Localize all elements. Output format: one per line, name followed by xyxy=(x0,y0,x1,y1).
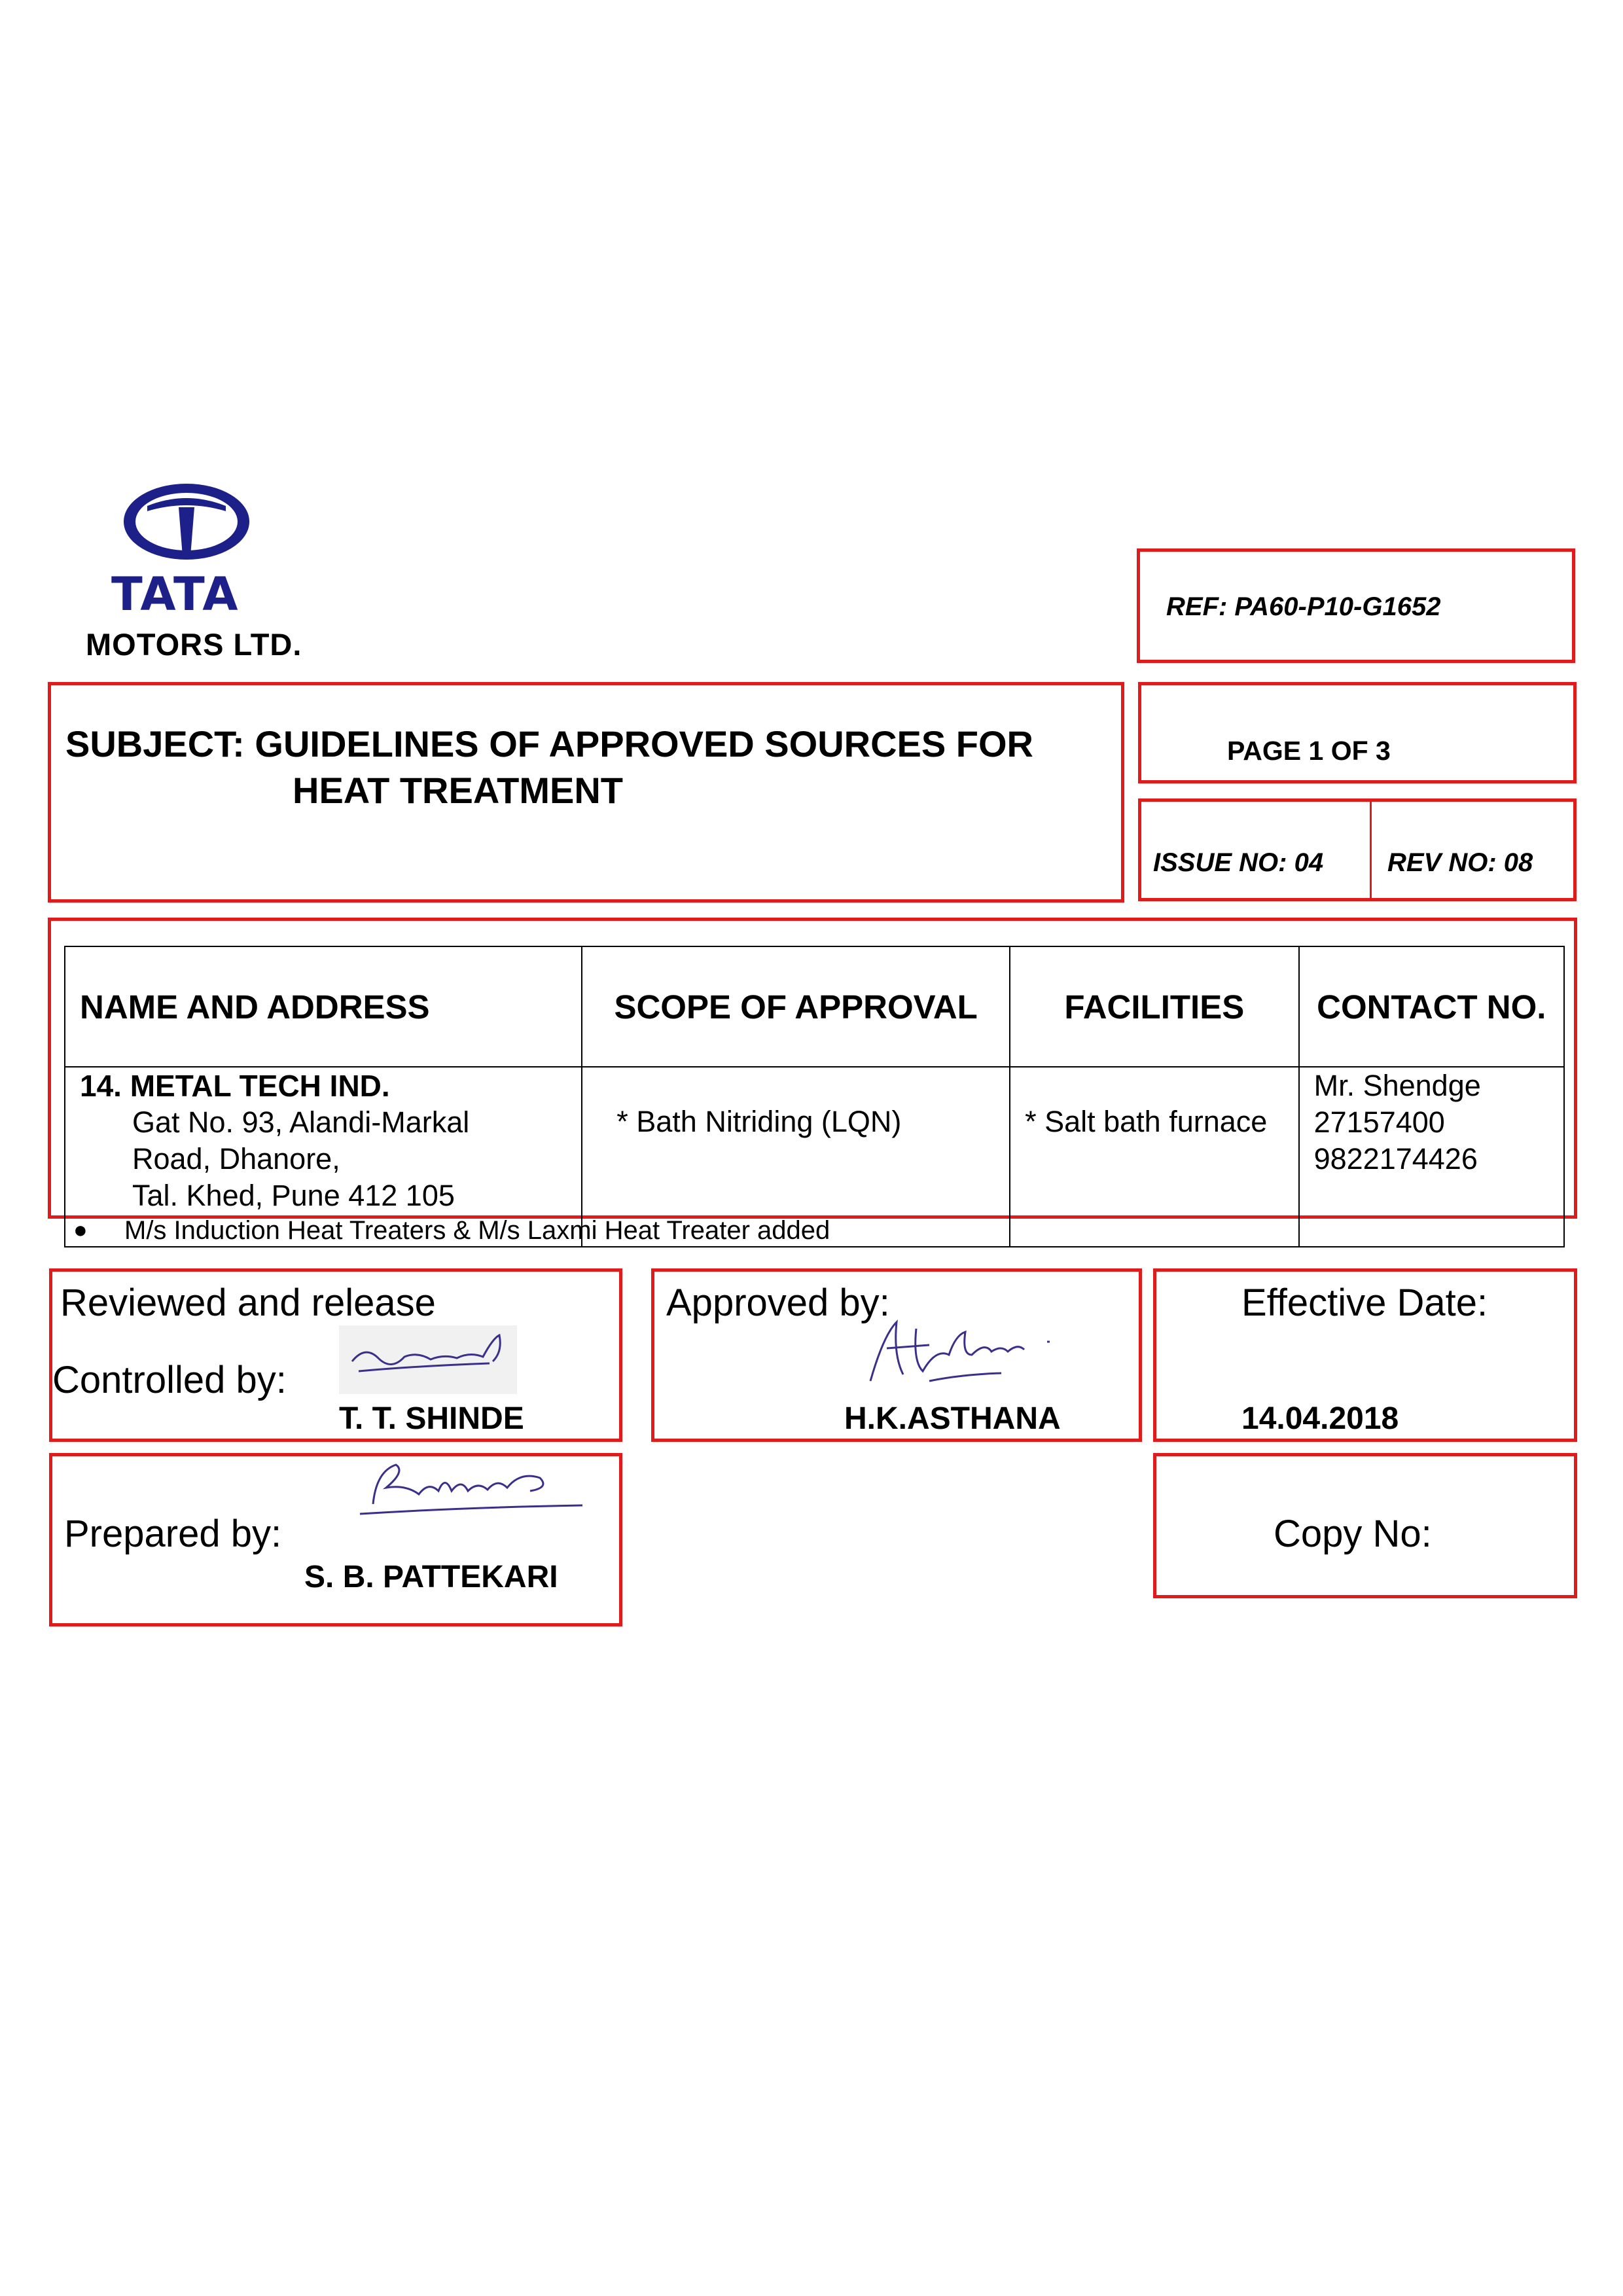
shinde-signature xyxy=(339,1325,517,1394)
controlled-label: Controlled by: xyxy=(52,1359,287,1401)
supplier-name: 14. METAL TECH IND. xyxy=(80,1069,390,1103)
issue-rev-divider xyxy=(1370,800,1372,900)
effective-date-value: 14.04.2018 xyxy=(1241,1401,1399,1436)
pattekari-signature xyxy=(347,1458,589,1530)
asthana-signature xyxy=(851,1309,1067,1397)
approved-sources-table xyxy=(64,946,1565,1247)
preparer-name: S. B. PATTEKARI xyxy=(304,1560,558,1594)
cell-contact xyxy=(1299,1067,1564,1247)
copy-number-label: Copy No: xyxy=(1274,1513,1432,1555)
subject-line-1: SUBJECT: GUIDELINES OF APPROVED SOURCES FOR xyxy=(65,723,1033,764)
page-number: PAGE 1 OF 3 xyxy=(1227,736,1391,766)
approver-name: H.K.ASTHANA xyxy=(844,1401,1061,1436)
reviewer-name: T. T. SHINDE xyxy=(339,1401,524,1436)
change-note: M/s Induction Heat Treaters & M/s Laxmi Heat Treater added xyxy=(124,1216,830,1245)
address-line: Road, Dhanore, xyxy=(132,1142,340,1175)
issue-number: ISSUE NO: 04 xyxy=(1153,848,1324,877)
header-contact: CONTACT NO. xyxy=(1299,946,1564,1067)
address-line: Gat No. 93, Alandi-Markal xyxy=(132,1105,470,1139)
cell-scope: * Bath Nitriding (LQN) xyxy=(582,1067,1010,1247)
approved-label: Approved by: xyxy=(666,1282,890,1324)
company-logo xyxy=(82,481,344,664)
table-header-row xyxy=(65,946,1564,1067)
prepared-label: Prepared by: xyxy=(64,1513,282,1555)
contact-mobile: 9822174426 xyxy=(1313,1142,1478,1175)
revision-number: REV NO: 08 xyxy=(1387,848,1533,877)
reviewed-label: Reviewed and release xyxy=(60,1282,436,1324)
bullet-icon: ● xyxy=(73,1216,88,1243)
ref-number: REF: PA60-P10-G1652 xyxy=(1166,592,1441,621)
page-box xyxy=(1138,682,1577,783)
header-name-address: NAME AND ADDRESS xyxy=(65,946,582,1067)
logo-wordmark: TATA xyxy=(111,567,240,621)
contact-person: Mr. Shendge xyxy=(1313,1069,1481,1102)
header-facilities: FACILITIES xyxy=(1010,946,1299,1067)
address-line: Tal. Khed, Pune 412 105 xyxy=(132,1179,455,1212)
contact-phone: 27157400 xyxy=(1313,1105,1445,1139)
effective-date-label: Effective Date: xyxy=(1241,1282,1488,1324)
tata-emblem-icon xyxy=(121,481,252,563)
subject-line-2: HEAT TREATMENT xyxy=(293,770,623,811)
logo-subtitle: MOTORS LTD. xyxy=(86,627,302,662)
cell-facilities: * Salt bath furnace xyxy=(1010,1067,1299,1247)
header-scope: SCOPE OF APPROVAL xyxy=(582,946,1010,1067)
